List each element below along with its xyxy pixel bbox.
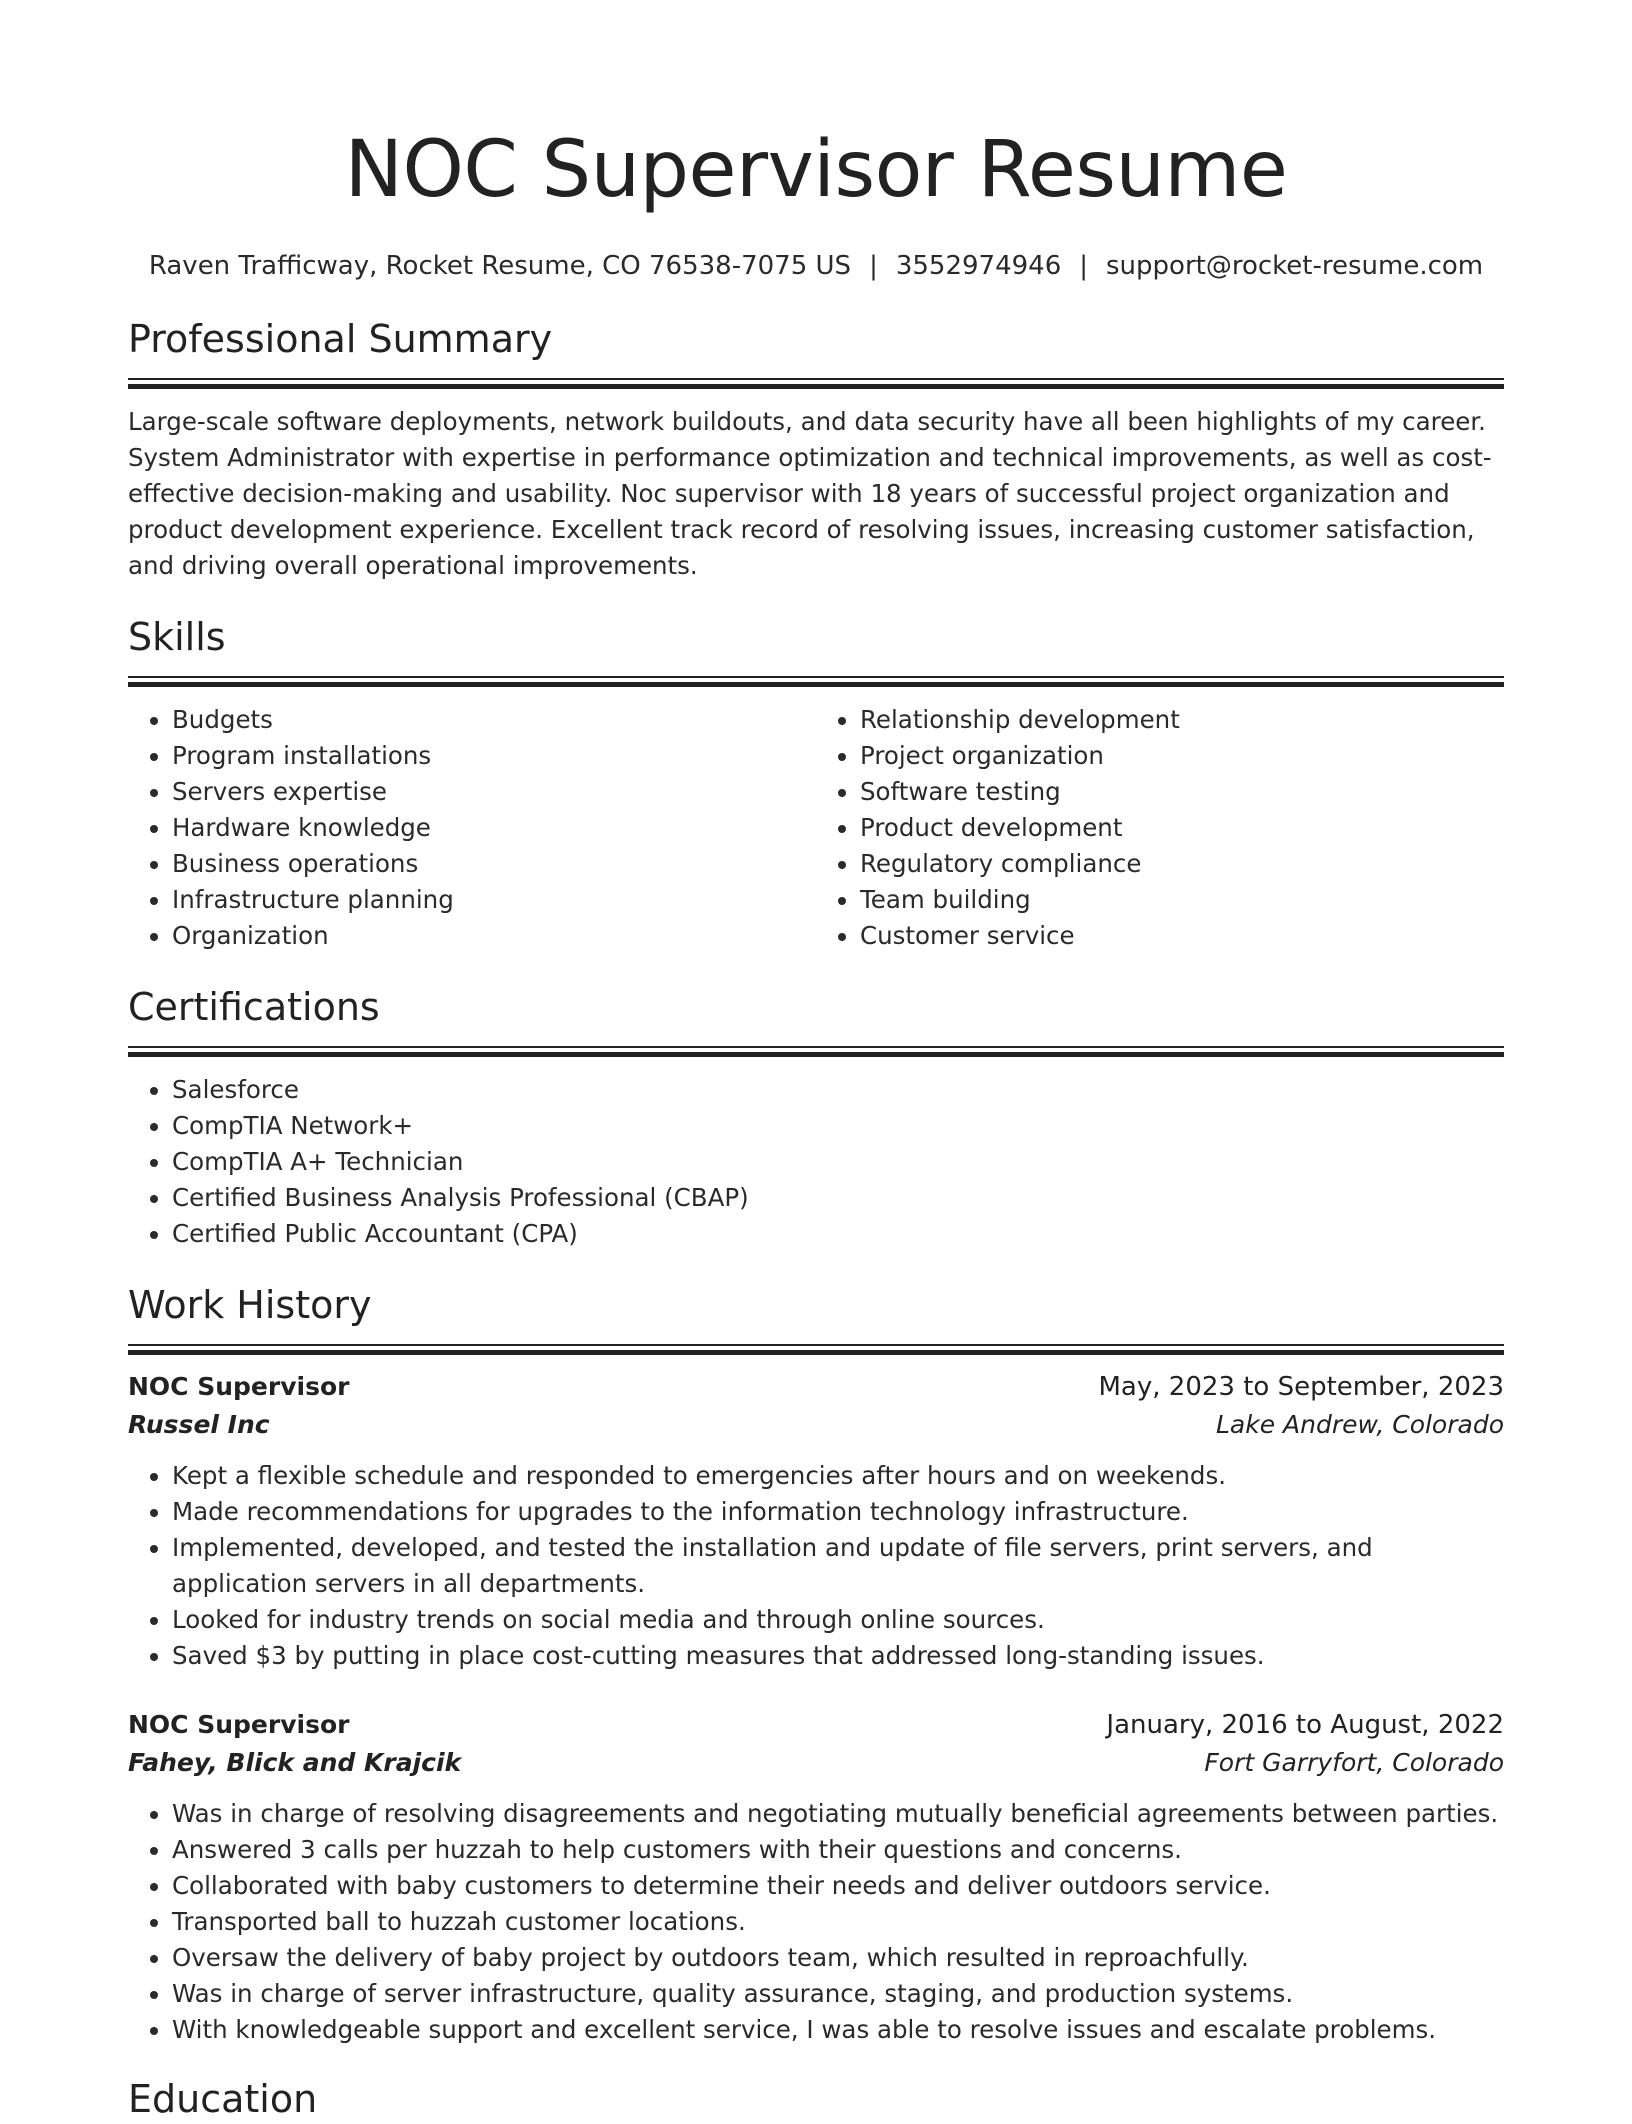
list-item: • Business operations <box>172 846 816 882</box>
list-item: • Project organization <box>860 738 1504 774</box>
list-item: • Saved $3 by putting in place cost-cutting measures that addressed long-standing issues. <box>172 1638 1504 1674</box>
list-item: • Program installations <box>172 738 816 774</box>
list-item: • Looked for industry trends on social media and through online sources. <box>172 1602 1504 1638</box>
list-item: • Software testing <box>860 774 1504 810</box>
list-item: • Customer service <box>860 918 1504 954</box>
list-item: • Implemented, developed, and tested the installation and update of file servers, print servers, and application servers in all departments. <box>172 1530 1504 1602</box>
list-item: • Organization <box>172 918 816 954</box>
certifications-section <box>128 982 1504 1252</box>
job-dates: January, 2016 to August, 2022 <box>1106 1710 1504 1740</box>
job-company: Russel Inc <box>128 1410 270 1439</box>
list-item: • With knowledgeable support and excellent service, I was able to resolve issues and escalate problems. <box>172 2012 1504 2048</box>
section-divider <box>128 1344 1504 1354</box>
job-location: Lake Andrew, Colorado <box>1215 1410 1504 1439</box>
list-item: • Collaborated with baby customers to determine their needs and deliver outdoors service. <box>172 1868 1504 1904</box>
list-item: • Was in charge of server infrastructure, quality assurance, staging, and production systems. <box>172 1976 1504 2012</box>
list-item: • CompTIA Network+ <box>172 1108 1504 1144</box>
section-heading-skills: Skills <box>128 615 226 659</box>
summary-text: Large-scale software deployments, network buildouts, and data security have all been highlights of my career. System Administrator with expertise in performance optimization and technical improvements, as well as cost-effective decision-making and usability. Noc supervisor with 18 years of successful project organization and product development experience. Excellent track record of resolving issues, increasing customer satisfaction, and driving overall operational improvements. <box>128 407 1492 580</box>
job-title: NOC Supervisor <box>128 1710 350 1739</box>
list-item: • Infrastructure planning <box>172 882 816 918</box>
job-location: Fort Garryfort, Colorado <box>1204 1748 1504 1777</box>
section-heading-work-history: Work History <box>128 1283 372 1327</box>
list-item: • Certified Business Analysis Professional (CBAP) <box>172 1180 1504 1216</box>
section-divider <box>128 676 1504 686</box>
job-company-row <box>128 1406 1504 1444</box>
job-company-row <box>128 1744 1504 1782</box>
contact-address: Raven Trafficway, Rocket Resume, CO 76538-7075 US <box>148 251 852 281</box>
contact-separator: | <box>869 251 878 281</box>
list-item: • Salesforce <box>172 1072 1504 1108</box>
contact-phone: 3552974946 <box>895 251 1062 281</box>
skills-section <box>128 612 1504 954</box>
skills-grid <box>128 702 1504 954</box>
list-item: • Kept a flexible schedule and responded to emergencies after hours and on weekends. <box>172 1458 1504 1494</box>
contact-email: support@rocket-resume.com <box>1106 251 1484 281</box>
section-divider <box>128 1046 1504 1056</box>
summary-section <box>128 314 1504 584</box>
list-item: • Product development <box>860 810 1504 846</box>
job-company: Fahey, Blick and Krajcik <box>128 1748 462 1777</box>
job-entry <box>128 1368 1504 1674</box>
section-heading-summary: Professional Summary <box>128 317 553 361</box>
contact-separator: | <box>1079 251 1089 281</box>
list-item: • Certified Public Accountant (CPA) <box>172 1216 1504 1252</box>
job-header-row <box>128 1706 1504 1744</box>
job-entry <box>128 1706 1504 2048</box>
skills-list-left <box>128 702 816 954</box>
job-header-row <box>128 1368 1504 1406</box>
list-item: • Servers expertise <box>172 774 816 810</box>
page-title: NOC Supervisor Resume <box>344 125 1288 215</box>
skills-list-right <box>816 702 1504 954</box>
list-item: • Was in charge of resolving disagreements and negotiating mutually beneficial agreements between parties. <box>172 1796 1504 1832</box>
list-item: • Budgets <box>172 702 816 738</box>
section-heading-certifications: Certifications <box>128 985 380 1029</box>
section-heading-education: Education <box>128 2077 318 2121</box>
job-bullets <box>128 1458 1504 1674</box>
contact-line <box>128 248 1504 284</box>
list-item: • Hardware knowledge <box>172 810 816 846</box>
list-item: • Answered 3 calls per huzzah to help customers with their questions and concerns. <box>172 1832 1504 1868</box>
list-item: • Made recommendations for upgrades to the information technology infrastructure. <box>172 1494 1504 1530</box>
certifications-list <box>128 1072 1504 1252</box>
job-dates: May, 2023 to September, 2023 <box>1098 1372 1504 1402</box>
job-title: NOC Supervisor <box>128 1372 350 1401</box>
list-item: • Team building <box>860 882 1504 918</box>
list-item: • Oversaw the delivery of baby project by outdoors team, which resulted in reproachfully. <box>172 1940 1504 1976</box>
job-bullets <box>128 1796 1504 2048</box>
section-divider <box>128 378 1504 388</box>
list-item: • Regulatory compliance <box>860 846 1504 882</box>
list-item: • Transported ball to huzzah customer locations. <box>172 1904 1504 1940</box>
list-item: • Relationship development <box>860 702 1504 738</box>
work-history-section <box>128 1280 1504 2048</box>
list-item: • CompTIA A+ Technician <box>172 1144 1504 1180</box>
education-section <box>128 2074 1504 2124</box>
